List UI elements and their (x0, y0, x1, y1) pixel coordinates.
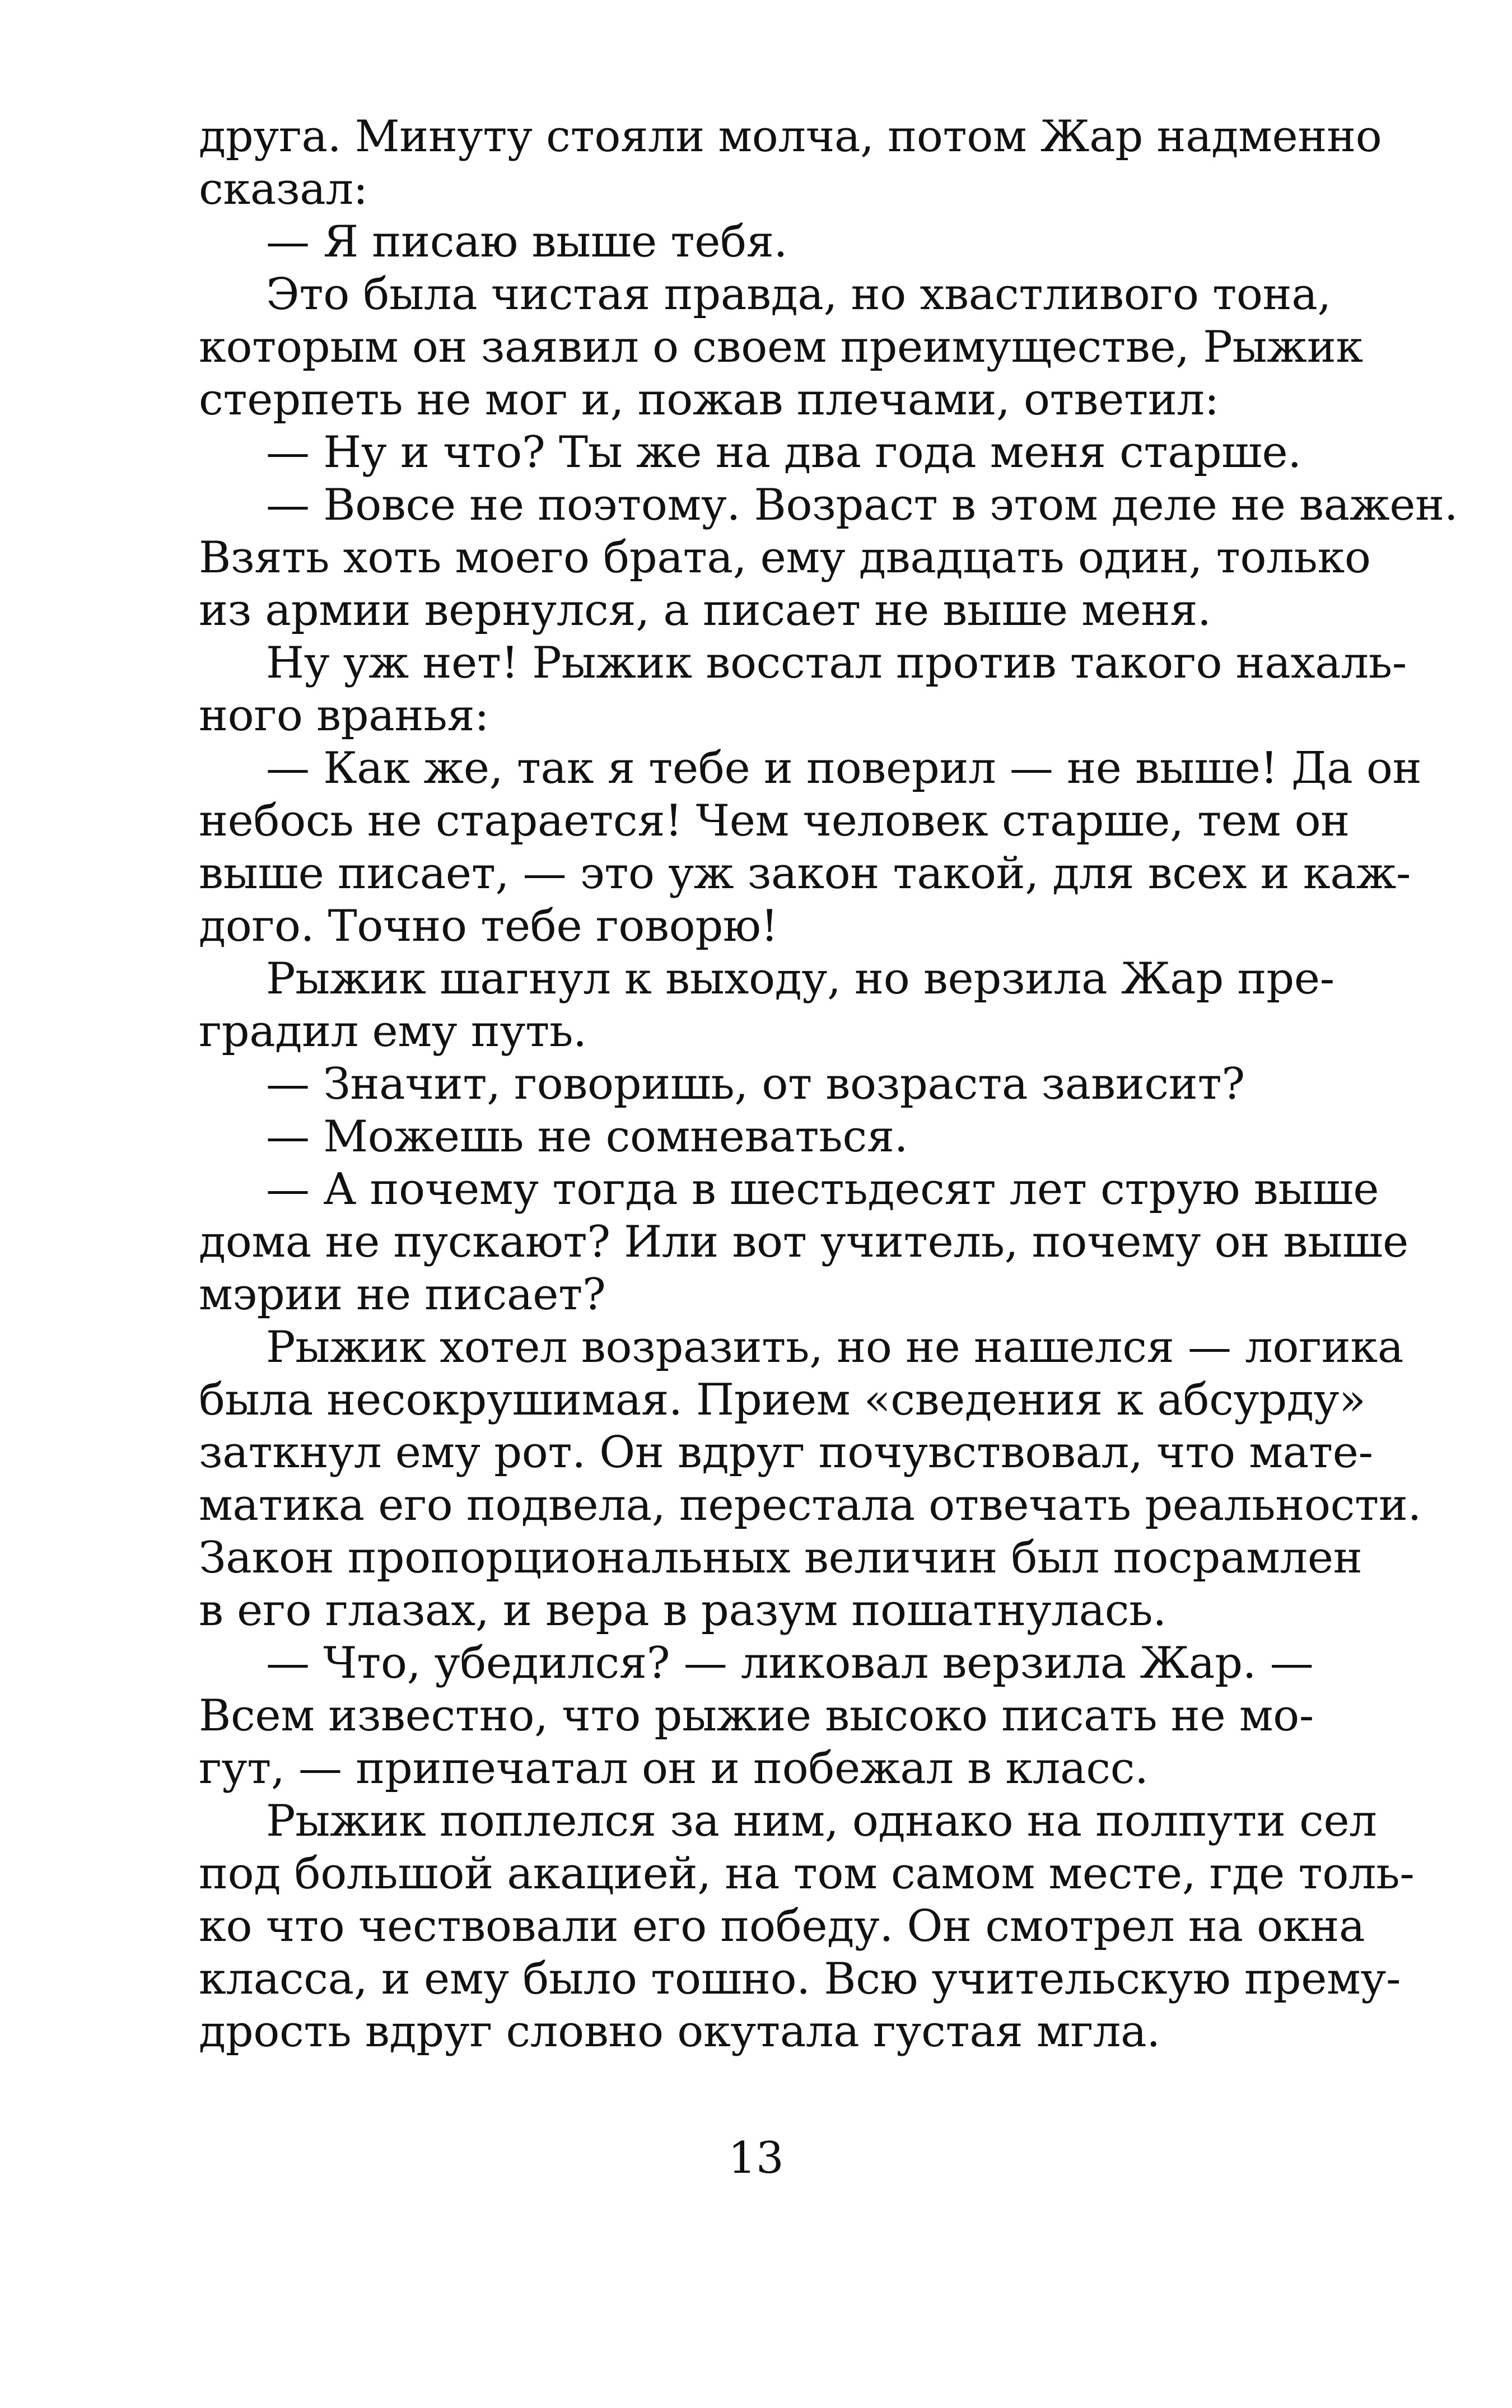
text-line: — А почему тогда в шестьдесят лет струю выше (266, 1164, 1379, 1215)
text-line: — Ну и что? Ты же на два года меня старше. (266, 427, 1301, 478)
text-line: под большой акацией, на том самом месте, где толь- (199, 1849, 1415, 1899)
text-line: ко что чествовали его победу. Он смотрел на окна (199, 1901, 1365, 1952)
text-line: мэрии не писает? (199, 1270, 606, 1320)
text-line: — Вовсе не поэтому. Возраст в этом деле не важен. (266, 480, 1458, 530)
page-number: 13 (728, 2133, 784, 2183)
text-line: заткнул ему рот. Он вдруг почувствовал, что мате- (199, 1427, 1373, 1478)
text-line: матика его подвела, перестала отвечать реальности. (199, 1480, 1422, 1530)
text-line: класса, и ему было тошно. Всю учительскую прему- (199, 1954, 1401, 2004)
text-line: — Значит, говоришь, от возраста зависит? (266, 1059, 1245, 1109)
text-line: Рыжик шагнул к выходу, но верзила Жар пре- (266, 954, 1334, 1004)
text-line: в его глазах, и вера в разум пошатнулась. (199, 1585, 1166, 1636)
text-line: Всем известно, что рыжие высоко писать не мо- (199, 1691, 1314, 1741)
text-line: небось не старается! Чем человек старше, тем он (199, 796, 1350, 846)
text-line: была несокрушимая. Прием «сведения к абсурду» (199, 1375, 1366, 1425)
text-line: из армии вернулся, а писает не выше меня. (199, 585, 1211, 636)
text-line: сказал: (199, 164, 368, 214)
text-line: дрость вдруг словно окутала густая мгла. (199, 2006, 1160, 2057)
text-line: друга. Минуту стояли молча, потом Жар надменно (199, 111, 1382, 162)
text-line: которым он заявил о своем преимуществе, Рыжик (199, 322, 1363, 372)
text-line: гут, — припечатал он и побежал в класс. (199, 1743, 1149, 1794)
text-line: градил ему путь. (199, 1006, 587, 1057)
text-line: — Как же, так я тебе и поверил — не выше! Да он (266, 743, 1422, 794)
text-line: выше писает, — это уж закон такой, для всех и каж- (199, 848, 1411, 899)
text-line: стерпеть не мог и, пожав плечами, ответил: (199, 375, 1219, 425)
text-line: Ну уж нет! Рыжик восстал против такого нахаль- (266, 638, 1407, 688)
text-line: — Что, убедился? — ликовал верзила Жар. — (266, 1638, 1314, 1688)
text-line: Закон пропорциональных величин был посрамлен (199, 1533, 1362, 1583)
text-line: Рыжик хотел возразить, но не нашелся — логика (266, 1322, 1404, 1373)
text-line: ного вранья: (199, 690, 489, 741)
text-line: — Можешь не сомневаться. (266, 1112, 908, 1162)
text-line: Рыжик поплелся за ним, однако на полпути сел (266, 1796, 1377, 1846)
text-line: дого. Точно тебе говорю! (199, 901, 778, 951)
text-line: Взять хоть моего брата, ему двадцать один, только (199, 533, 1371, 583)
text-line: Это была чистая правда, но хвастливого тона, (266, 269, 1332, 320)
text-line: — Я писаю выше тебя. (266, 217, 788, 267)
text-line: дома не пускают? Или вот учитель, почему он выше (199, 1217, 1408, 1267)
